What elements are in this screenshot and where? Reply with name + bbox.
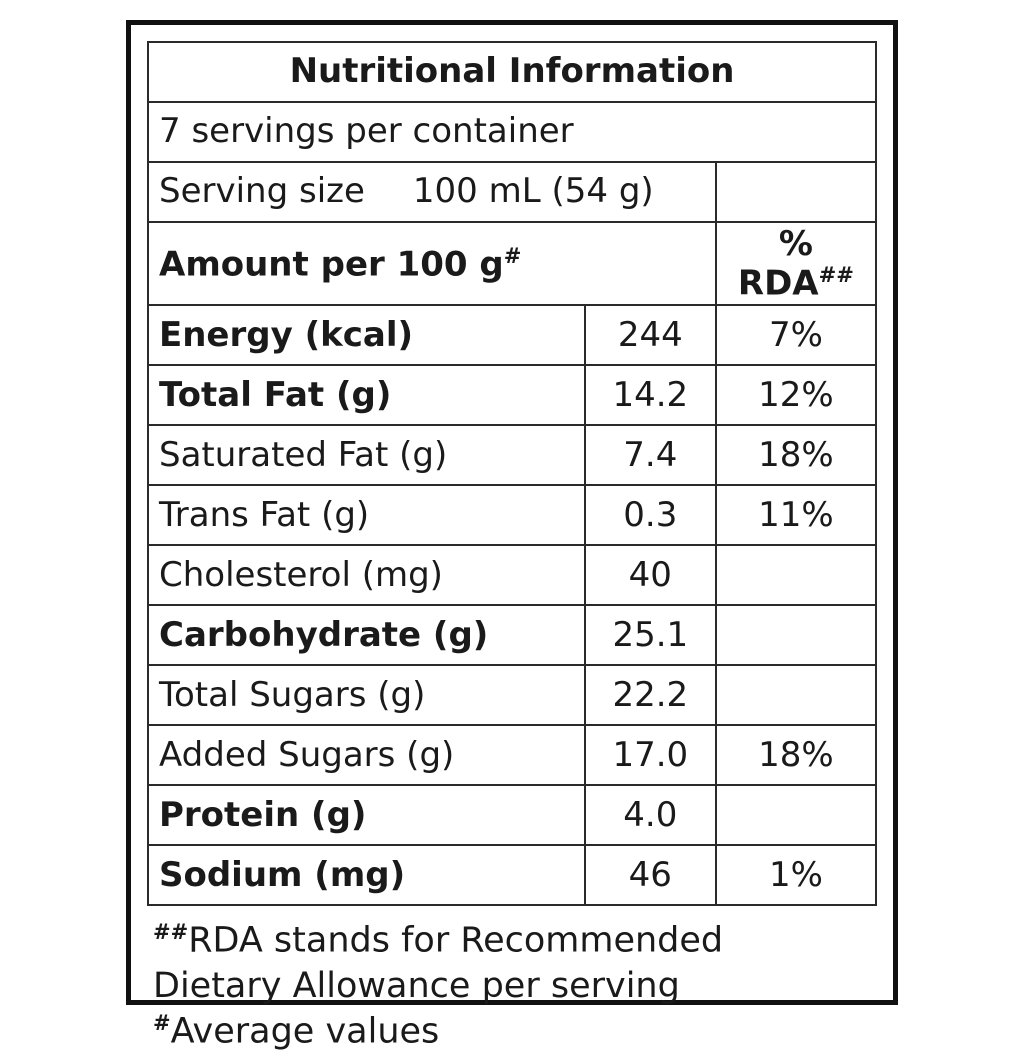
serving-size-label: Serving size [159, 171, 365, 212]
nutrient-name: Protein (g) [148, 785, 585, 845]
nutrient-value: 17.0 [585, 725, 716, 785]
table-row [148, 605, 876, 665]
amount-per-label: Amount per 100 g [159, 243, 504, 284]
table-row-amount-header [148, 222, 876, 305]
nutrient-value: 25.1 [585, 605, 716, 665]
nutrient-value: 14.2 [585, 365, 716, 425]
serving-size-spacer [716, 162, 876, 222]
footnote-rda-line2 [153, 966, 877, 1007]
nutrient-name: Total Sugars (g) [148, 665, 585, 725]
table-row [148, 665, 876, 725]
nutrient-value: 244 [585, 305, 716, 365]
nutrient-value: 40 [585, 545, 716, 605]
serving-size-value: 100 mL (54 g) [412, 171, 654, 212]
nutrient-name: Trans Fat (g) [148, 485, 585, 545]
nutrient-name: Carbohydrate (g) [148, 605, 585, 665]
nutrition-table [147, 41, 877, 906]
nutrient-name: Energy (kcal) [148, 305, 585, 365]
table-row [148, 545, 876, 605]
amount-per-footnote-mark: # [503, 242, 522, 268]
table-row [148, 725, 876, 785]
amount-per-header [148, 222, 716, 305]
table-row [148, 485, 876, 545]
nutrient-rda [716, 545, 876, 605]
footnote-mark-average: # [153, 1011, 171, 1036]
nutrient-value: 0.3 [585, 485, 716, 545]
rda-header [716, 222, 876, 305]
table-row-serving-size [148, 162, 876, 222]
nutrient-name: Cholesterol (mg) [148, 545, 585, 605]
table-row [148, 305, 876, 365]
rda-footnote-mark: ## [818, 261, 854, 287]
nutrient-value: 46 [585, 845, 716, 905]
nutrient-name: Saturated Fat (g) [148, 425, 585, 485]
table-row-title [148, 42, 876, 102]
nutrient-name: Sodium (mg) [148, 845, 585, 905]
footnote-text: Average values [170, 1011, 440, 1052]
table-row [148, 425, 876, 485]
nutrient-rda: 7% [716, 305, 876, 365]
nutrient-rda: 1% [716, 845, 876, 905]
nutrient-rda: 11% [716, 485, 876, 545]
nutrient-name: Total Fat (g) [148, 365, 585, 425]
footnote-mark-rda: ## [153, 919, 189, 944]
footnotes [147, 920, 877, 1057]
nutrient-rda [716, 665, 876, 725]
nutrient-rda [716, 605, 876, 665]
nutrient-rda [716, 785, 876, 845]
rda-label: % RDA [737, 223, 819, 303]
table-row-servings [148, 102, 876, 162]
servings-per-container: 7 servings per container [148, 102, 876, 162]
panel-title: Nutritional Information [148, 42, 876, 102]
nutrient-name: Added Sugars (g) [148, 725, 585, 785]
nutrient-rda: 18% [716, 425, 876, 485]
nutrient-value: 4.0 [585, 785, 716, 845]
serving-size [148, 162, 716, 222]
footnote-text: Dietary Allowance per serving [153, 965, 680, 1006]
nutrition-facts-panel [126, 20, 898, 1052]
nutrient-value: 7.4 [585, 425, 716, 485]
footnote-rda-line1 [153, 920, 877, 962]
nutrient-rda: 12% [716, 365, 876, 425]
nutrient-value: 22.2 [585, 665, 716, 725]
nutrient-rda: 18% [716, 725, 876, 785]
table-row [148, 785, 876, 845]
table-row [148, 845, 876, 905]
table-row [148, 365, 876, 425]
footnote-average [153, 1011, 877, 1053]
footnote-text: RDA stands for Recommended [188, 920, 724, 961]
